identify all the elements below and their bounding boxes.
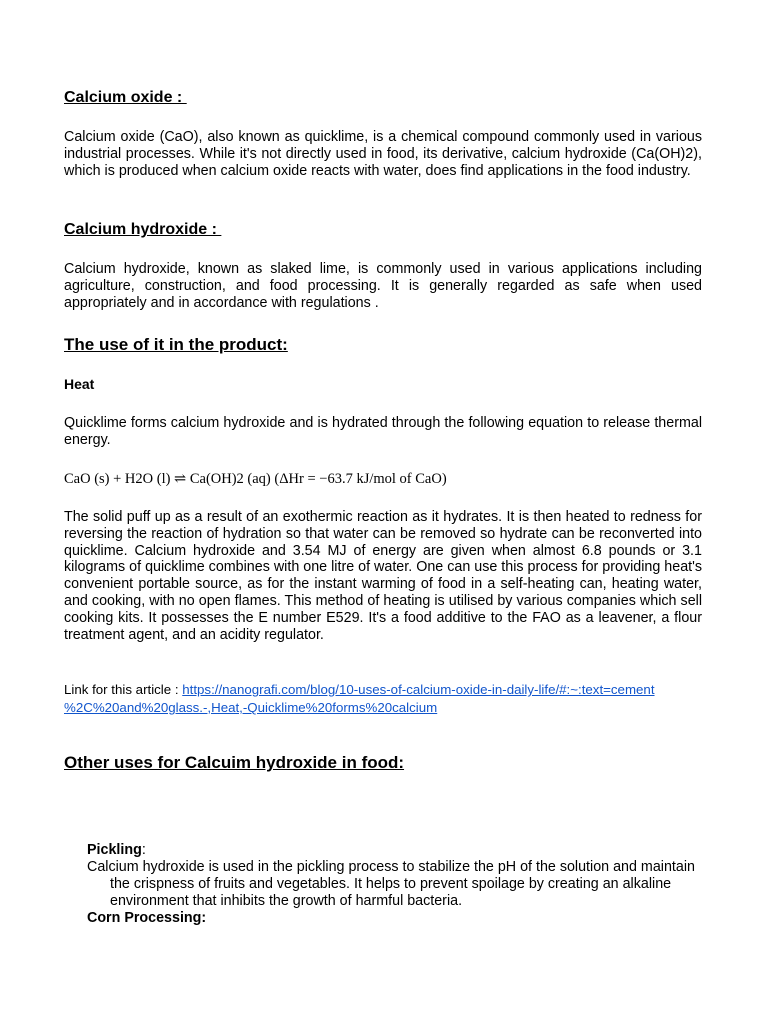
article-link-line (64, 681, 704, 717)
other-uses-heading: Other uses for Calcuim hydroxide in food: (64, 753, 405, 772)
exothermic-reaction-paragraph: The solid puff up as a result of an exothermic reaction as it hydrates. It is then heated to redness for reversing the reaction of hydration so that water can be removed so hydrate can be reconverted into quicklime. Calcium hydroxide and 3.54 MJ of energy are given when almost 6.8 pounds or 3.1 kilograms of quicklime combines with one litre of water. One can use this process for providing heat's convenient portable source, as for the instant warming of food in a self-heating can, heating water, and cooking, with no open flames. This method of heating is utilised by various companies which sell cooking kits. It possesses the E number E529. It's a food additive to the FAO as a leavener, a flour treatment agent, and an acidity regulator. (64, 509, 702, 643)
list-item (87, 910, 702, 927)
hydration-equation: CaO (s) + H2O (l) ⇌ Ca(OH)2 (aq) (ΔHr = −63.7 kJ/mol of CaO) (64, 471, 447, 487)
pickling-colon: : (141, 842, 146, 858)
pickling-title: Pickling (87, 842, 142, 858)
heat-intro-paragraph: Quicklime forms calcium hydroxide and is hydrated through the following equation to release thermal energy. (64, 415, 702, 448)
heat-subheading: Heat (64, 376, 95, 392)
pickling-body: Calcium hydroxide is used in the pickling process to stabilize the pH of the solution and maintain the crispness of fruits and vegetables. It helps to prevent spoilage by creating an alkaline environment that inhibits the growth of harmful bacteria. (87, 859, 695, 909)
use-in-product-heading: The use of it in the product: (64, 335, 288, 354)
calcium-oxide-heading: Calcium oxide : (64, 89, 187, 106)
list-item (87, 842, 702, 910)
calcium-hydroxide-paragraph: Calcium hydroxide, known as slaked lime, is commonly used in various applications including agriculture, construction, and food processing. It is generally regarded as safe when used appropriately and in accordance with regulations . (64, 261, 702, 311)
corn-processing-title: Corn Processing: (87, 910, 207, 926)
calcium-hydroxide-heading: Calcium hydroxide : (64, 221, 222, 238)
calcium-oxide-paragraph: Calcium oxide (CaO), also known as quicklime, is a chemical compound commonly used in various industrial processes. While it's not directly used in food, its derivative, calcium hydroxide (Ca(OH)2), which is produced when calcium oxide reacts with water, does find applications in the food industry. (64, 129, 702, 179)
other-uses-list (87, 842, 702, 927)
article-link[interactable]: https://nanografi.com/blog/10-uses-of-calcium-oxide-in-daily-life/#:~:text=cement %2C%20and%20glass.-,Heat,-Quicklime%20forms%20calcium (64, 682, 655, 715)
article-link-label: Link for this article : (64, 682, 183, 697)
